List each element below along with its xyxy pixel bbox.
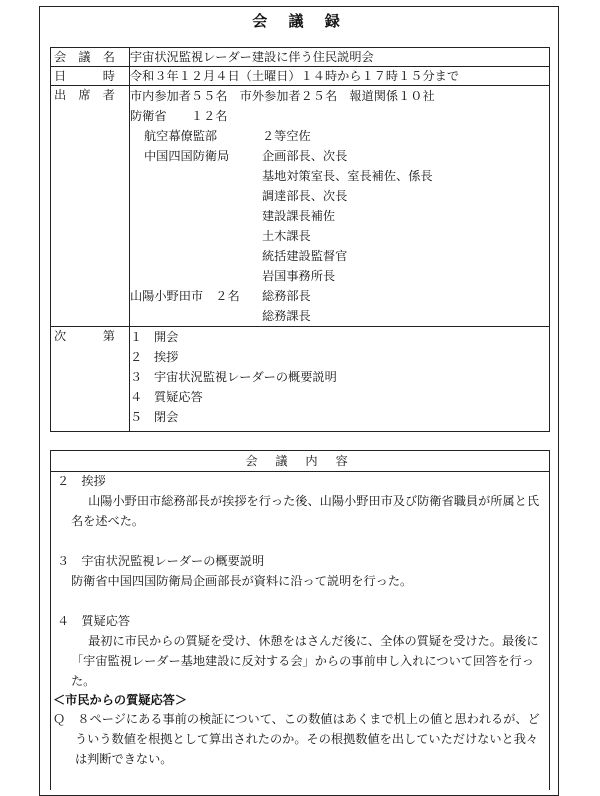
meeting-content-section — [50, 450, 550, 790]
role-text: ２等空佐 — [262, 129, 311, 143]
meeting-name-value: 宇宙状況監視レーダー建設に伴う住民説明会 — [130, 50, 374, 64]
role-text: 総務課長 — [262, 309, 311, 323]
org-chugoku-shikoku: 中国四国防衛局 — [144, 149, 230, 163]
section-4-body: 最初に市民からの質疑を受け、休憩をはさんだ後に、全体の質疑を受けた。最後に「宇宙監視レーダー基地建設に反対する会」からの事前申し入れについて回答を行った。 — [71, 634, 539, 688]
org-asdf: 航空幕僚監部 — [144, 129, 218, 143]
role-text: 基地対策室長、室長補佐、係長 — [262, 169, 433, 183]
role-text: 土木課長 — [262, 229, 311, 243]
agenda-label: 次 第 — [54, 329, 115, 343]
mod-line: 防衛省 １２名 — [130, 109, 228, 123]
document-title: 会 議 録 — [252, 12, 348, 30]
section-2-body: 山陽小野田市総務部長が挨拶を行った後、山陽小野田市及び防衛省職員が所属と氏名を述べた。 — [71, 494, 540, 528]
qa-heading: ＜市民からの質疑応答＞ — [53, 693, 188, 707]
attendees-summary: 市内参加者５５名 市外参加者２５名 報道関係１０社 — [130, 89, 435, 103]
content-header: 会 議 内 容 — [51, 450, 549, 472]
agenda-item: ２ 挨拶 — [130, 350, 179, 364]
role-text: 総務部長 — [262, 289, 311, 303]
agenda-item: ４ 質疑応答 — [130, 390, 203, 404]
agenda-item: １ 開会 — [130, 330, 179, 344]
section-3-heading: ３ 宇宙状況監視レーダーの概要説明 — [57, 554, 265, 568]
section-3-body: 防衛省中国四国防衛局企画部長が資料に沿って説明を行った。 — [71, 574, 413, 588]
datetime-value: 令和３年１２月４日（土曜日）１４時から１７時１５分まで — [130, 69, 460, 83]
meeting-name-row — [51, 48, 550, 67]
agenda-item: ３ 宇宙状況監視レーダーの概要説明 — [130, 370, 337, 384]
role-text: 統括建設監督官 — [262, 249, 348, 263]
role-text: 岩国事務所長 — [262, 269, 336, 283]
section-2-heading: ２ 挨拶 — [57, 474, 106, 488]
question-1: Ｑ ８ページにある事前の検証について、この数値はあくまで机上の値と思われるが、どういう数値を根拠として算出されたのか。その根拠数値を出していただけないと我々は判断できない。 — [53, 712, 540, 766]
meeting-name-label: 会 議 名 — [54, 50, 115, 64]
datetime-row — [51, 67, 550, 86]
datetime-label: 日 時 — [54, 69, 115, 83]
section-4-heading: ４ 質疑応答 — [57, 614, 131, 628]
meeting-info-table — [50, 47, 550, 432]
agenda-row — [51, 327, 550, 432]
role-text: 企画部長、次長 — [262, 149, 348, 163]
attendees-label: 出 席 者 — [54, 88, 115, 102]
attendees-row — [51, 86, 550, 327]
city-line: 山陽小野田市 ２名 — [130, 289, 240, 303]
agenda-item: ５ 閉会 — [130, 410, 179, 424]
role-text: 建設課長補佐 — [262, 209, 336, 223]
role-text: 調達部長、次長 — [262, 189, 348, 203]
